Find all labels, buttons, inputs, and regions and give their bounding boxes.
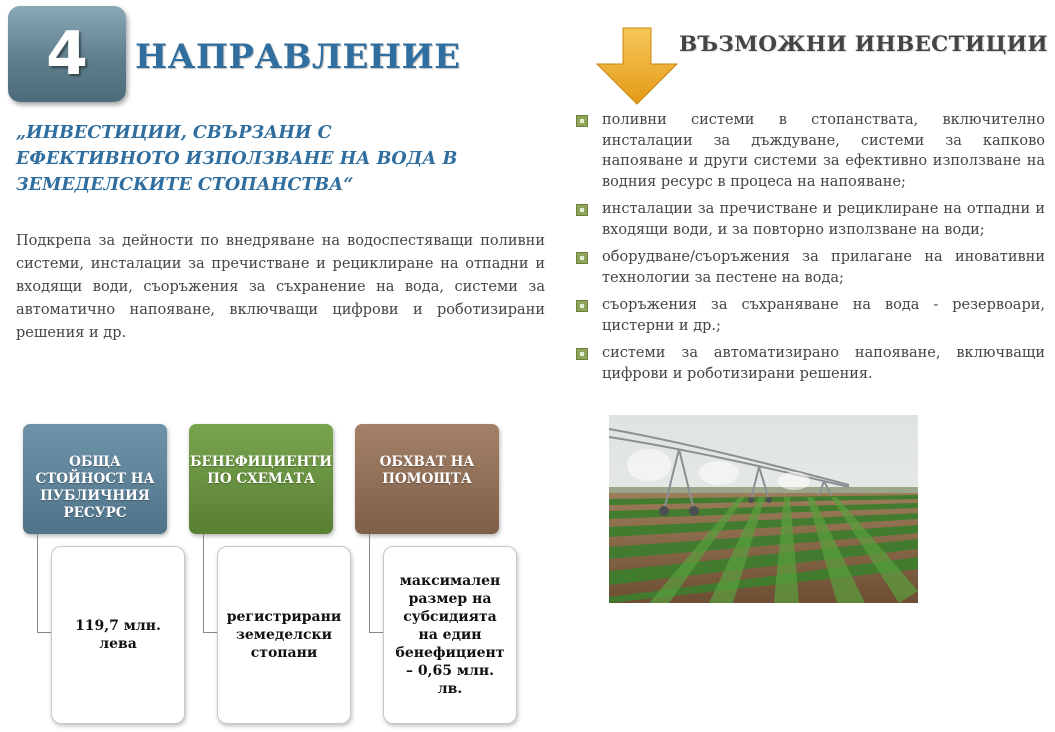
public-resource-heading: ОБЩА СТОЙНОСТ НА ПУБЛИЧНИЯ РЕСУРС xyxy=(35,454,155,521)
section-number-badge: 4 xyxy=(8,6,126,102)
list-item-text: системи за автоматизирано напояване, включващи цифрови и роботизирани решения. xyxy=(602,345,1045,382)
square-bullet-icon xyxy=(576,204,588,216)
beneficiaries-heading-box xyxy=(189,424,333,534)
list-item xyxy=(575,343,1045,384)
list-item xyxy=(575,199,1045,240)
box-connector xyxy=(369,534,384,633)
box-connector xyxy=(203,534,218,633)
section-subtitle: „ИНВЕСТИЦИИ, СВЪРЗАНИ С ЕФЕКТИВНОТО ИЗПОЛЗВАНЕ НА ВОДА В ЗЕМЕДЕЛСКИТЕ СТОПАНСТВА“ xyxy=(16,123,458,195)
square-bullet-icon xyxy=(576,300,588,312)
beneficiaries-heading: БЕНЕФИЦИЕНТИ ПО СХЕМАТА xyxy=(189,454,333,487)
public-resource-value-box xyxy=(51,546,185,724)
investments-title: ВЪЗМОЖНИ ИНВЕСТИЦИИ xyxy=(679,32,1048,57)
beneficiaries-value: регистрирани земеделски стопани xyxy=(226,609,342,661)
list-item xyxy=(575,247,1045,288)
list-item-text: оборудване/съоръжения за прилагане на иновативни технологии за пестене на вода; xyxy=(602,249,1045,286)
public-resource-value: 119,7 млн. лева xyxy=(75,618,161,652)
section-description: Подкрепа за дейности по внедряване на водоспестяващи поливни системи, инсталации за пречистване и рециклиране на отпадни и входящи води, съоръжения за съхранение на вода, системи за автоматично напояване, включващи цифрови и роботизирани решения и др. xyxy=(16,233,545,341)
box-connector xyxy=(37,534,52,633)
down-arrow-icon xyxy=(593,26,681,106)
aid-scope-value-box xyxy=(383,546,517,724)
section-title: НАПРАВЛЕНИЕ xyxy=(135,37,461,77)
aid-scope-heading: ОБХВАТ НА ПОМОЩТА xyxy=(379,454,475,487)
irrigation-field-photo xyxy=(609,415,918,603)
list-item-text: съоръжения за съхраняване на вода - резервоари, цистерни и др.; xyxy=(602,297,1045,334)
beneficiaries-value-box xyxy=(217,546,351,724)
list-item xyxy=(575,110,1045,192)
square-bullet-icon xyxy=(576,252,588,264)
square-bullet-icon xyxy=(576,348,588,360)
aid-scope-value: максимален размер на субсидията на един бенефициент – 0,65 млн. лв. xyxy=(395,573,505,697)
list-item xyxy=(575,295,1045,336)
public-resource-heading-box xyxy=(23,424,167,534)
investment-list xyxy=(575,110,1045,391)
square-bullet-icon xyxy=(576,115,588,127)
aid-scope-heading-box xyxy=(355,424,499,534)
list-item-text: поливни системи в стопанствата, включително инсталации за дъждуване, системи за капково напояване и други системи за ефективно използване на водния ресурс в процеса на напояване; xyxy=(602,112,1045,190)
list-item-text: инсталации за пречистване и рециклиране на отпадни и входящи води, и за повторно използване на води; xyxy=(602,201,1045,238)
